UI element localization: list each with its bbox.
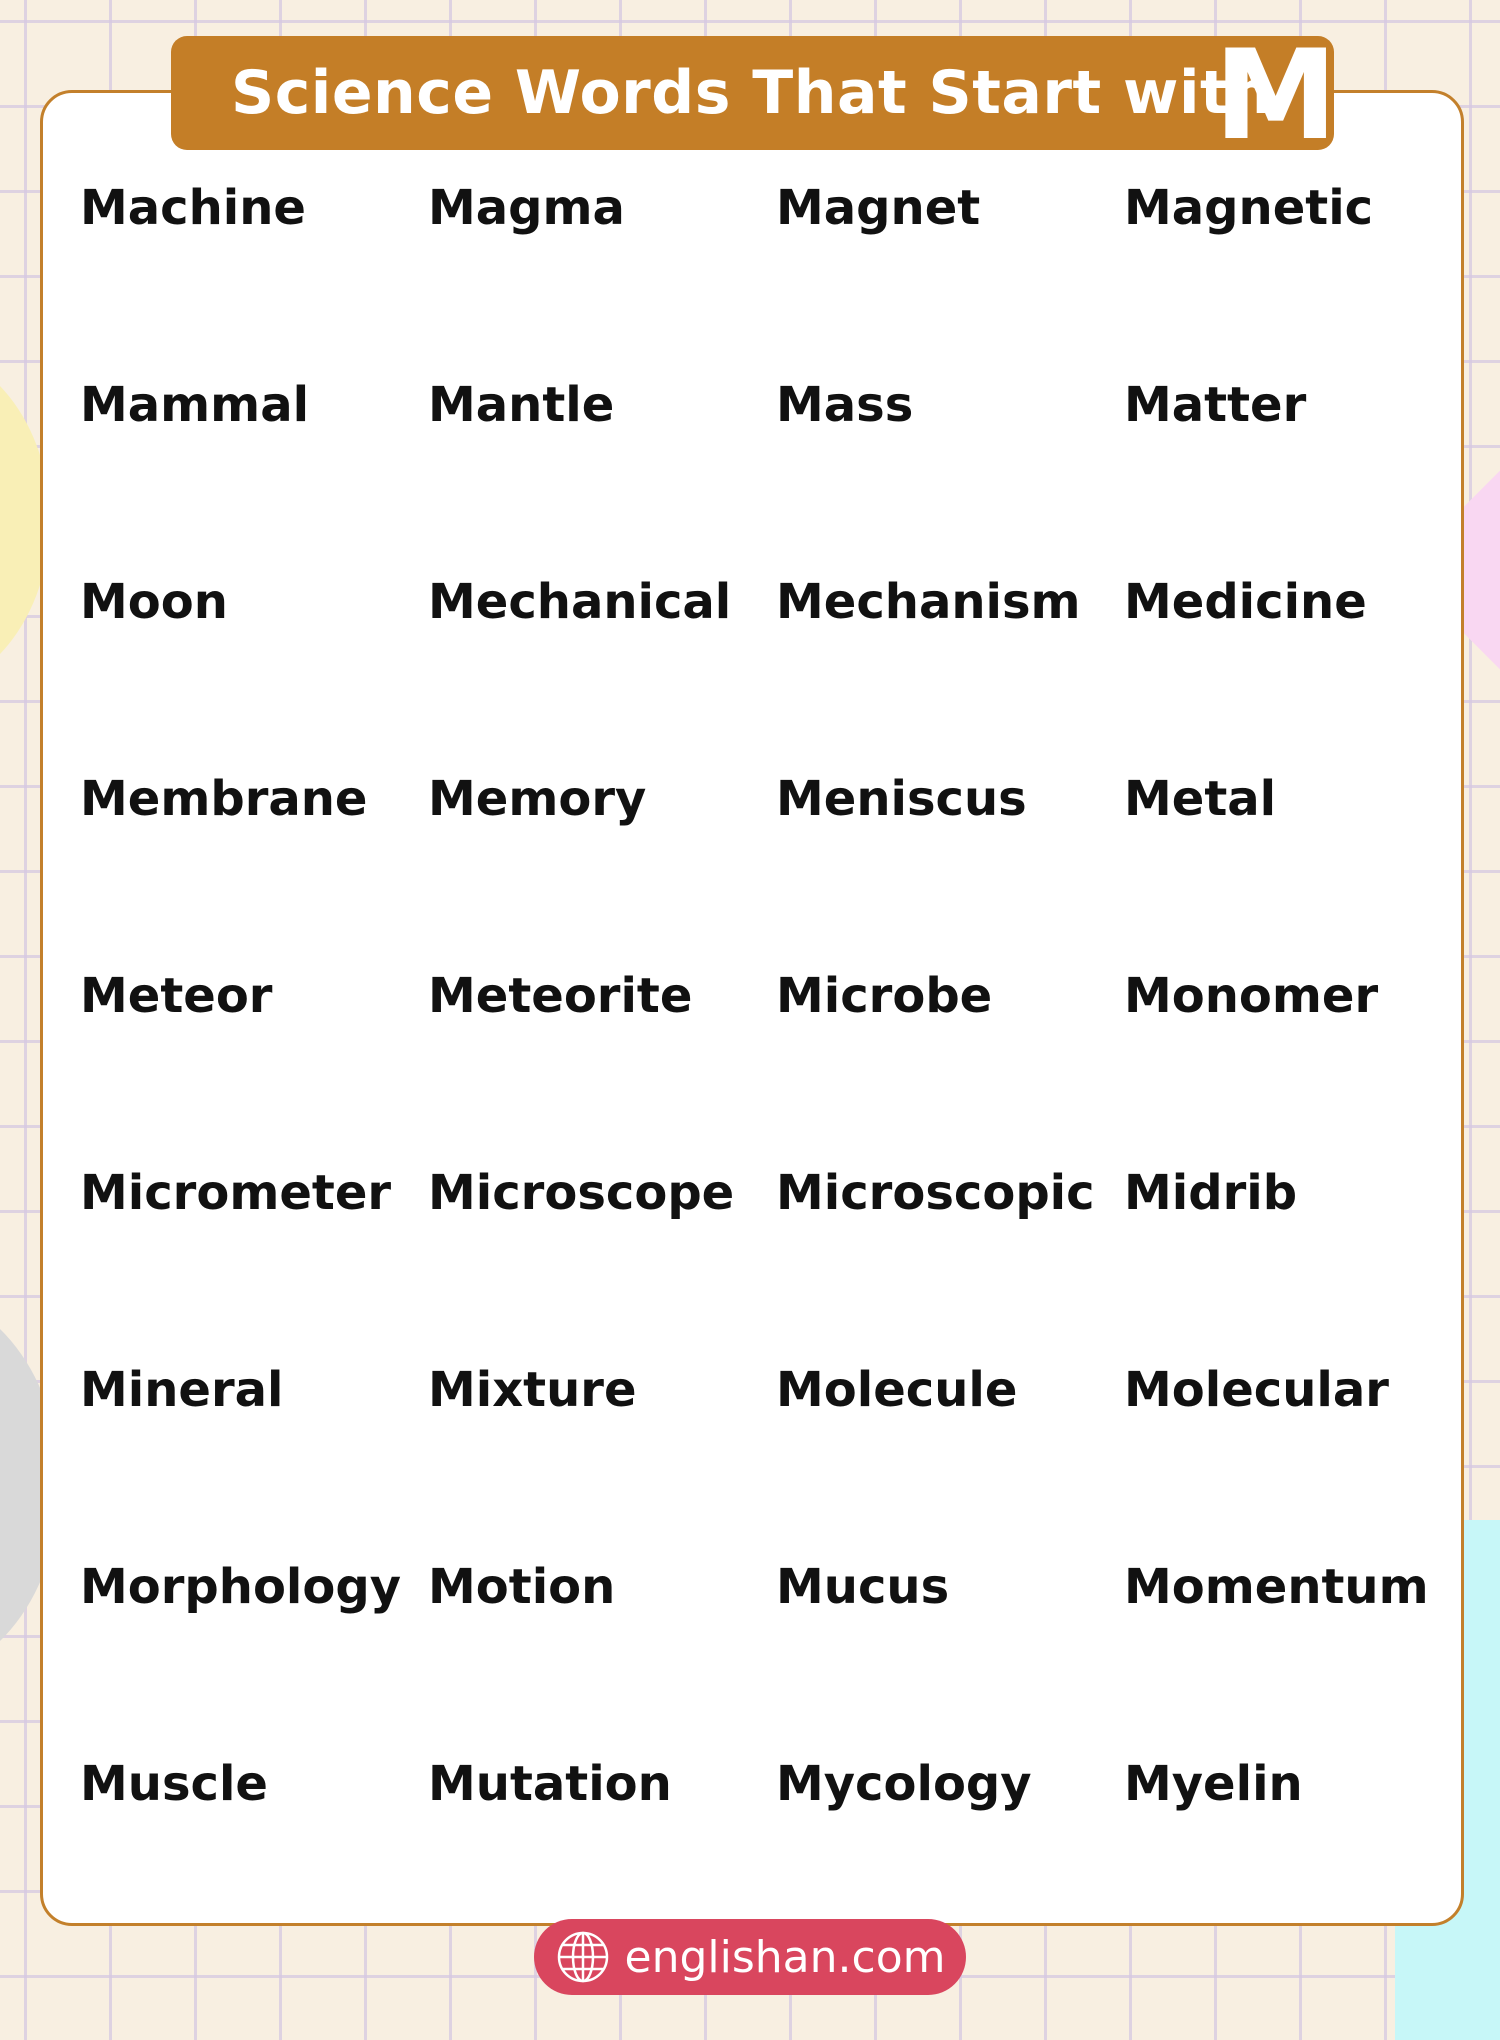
word-item: Monomer xyxy=(1124,968,1379,1024)
word-item: Mammal xyxy=(80,377,310,433)
word-item: Meteorite xyxy=(428,968,693,1024)
word-item: Mutation xyxy=(428,1756,672,1812)
word-item: Meniscus xyxy=(776,771,1027,827)
word-item: Memory xyxy=(428,771,647,827)
word-item: Machine xyxy=(80,180,306,236)
word-item: Micrometer xyxy=(80,1165,392,1221)
word-item: Myelin xyxy=(1124,1756,1303,1812)
website-url: englishan.com xyxy=(624,1931,946,1983)
word-item: Mixture xyxy=(428,1362,637,1418)
word-item: Muscle xyxy=(80,1756,268,1812)
page-title: Science Words That Start with xyxy=(231,58,1273,128)
word-item: Molecule xyxy=(776,1362,1018,1418)
word-item: Momentum xyxy=(1124,1559,1429,1615)
word-item: Magnet xyxy=(776,180,981,236)
word-item: Morphology xyxy=(80,1559,401,1615)
word-item: Mass xyxy=(776,377,914,433)
word-item: Moon xyxy=(80,574,228,630)
word-item: Mycology xyxy=(776,1756,1032,1812)
title-letter: M xyxy=(1214,24,1338,168)
word-item: Magma xyxy=(428,180,625,236)
word-item: Midrib xyxy=(1124,1165,1298,1221)
word-item: Mineral xyxy=(80,1362,284,1418)
globe-icon xyxy=(555,1929,611,1985)
title-banner xyxy=(171,24,1338,168)
word-item: Microbe xyxy=(776,968,993,1024)
word-item: Mucus xyxy=(776,1559,950,1615)
word-item: Mantle xyxy=(428,377,615,433)
word-item: Matter xyxy=(1124,377,1307,433)
word-item: Metal xyxy=(1124,771,1277,827)
word-grid xyxy=(80,180,1480,1953)
word-item: Motion xyxy=(428,1559,616,1615)
word-item: Mechanical xyxy=(428,574,732,630)
word-item: Molecular xyxy=(1124,1362,1389,1418)
website-badge[interactable] xyxy=(534,1919,966,1995)
word-item: Membrane xyxy=(80,771,368,827)
word-item: Microscope xyxy=(428,1165,735,1221)
word-item: Medicine xyxy=(1124,574,1367,630)
word-item: Magnetic xyxy=(1124,180,1374,236)
word-item: Meteor xyxy=(80,968,273,1024)
word-item: Mechanism xyxy=(776,574,1081,630)
word-item: Microscopic xyxy=(776,1165,1095,1221)
